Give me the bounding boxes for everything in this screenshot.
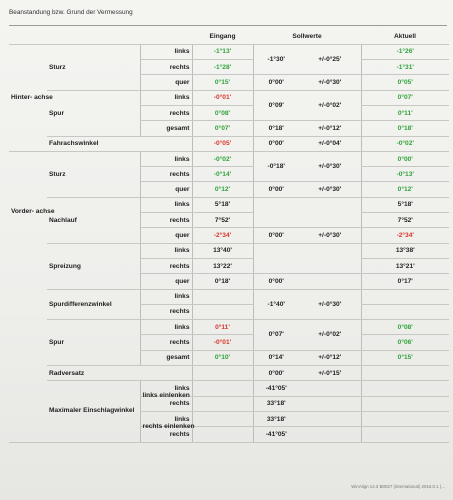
table-row [9,90,449,105]
soll-nominal: 0°00' [253,182,299,197]
aktuell-value: 0°15' [361,350,449,365]
side-label: links [140,44,192,59]
side-label: links [140,381,192,396]
eingang-value: -0°02' [192,151,253,166]
aktuell-value [361,381,449,396]
side-label: rechts [140,335,192,350]
alignment-table [9,29,449,443]
aktuell-value: 0°11' [361,105,449,120]
aktuell-value: -0°02' [361,136,449,151]
soll-tolerance [299,396,361,411]
eingang-value: 0°10' [192,350,253,365]
aktuell-value: -1°31' [361,60,449,75]
eingang-value: 5°18' [192,197,253,212]
soll-nominal: -41°05' [253,381,299,396]
col-sollwerte: Sollwerte [253,29,361,44]
table-row [9,197,449,212]
side-label: rechts [140,60,192,75]
side-label: links [140,320,192,335]
soll-tolerance [299,411,361,426]
aktuell-value: 0°17' [361,274,449,289]
aktuell-value: -2°34' [361,228,449,243]
side-label-text: rechts [169,430,190,438]
sub-label: links einlenken [142,392,190,400]
side-label: links [140,151,192,166]
side-label: rechts [140,105,192,120]
aktuell-value: 0°00' [361,151,449,166]
col-eingang: Eingang [192,29,253,44]
soll-empty [253,197,361,228]
side-label: rechts [140,258,192,273]
group-label: Nachlauf [47,197,140,243]
side-label: gesamt [140,121,192,136]
side-label [140,422,195,442]
group-label: Spreizung [47,243,140,289]
side-label: quer [140,274,192,289]
soll-tolerance: +/-0°30' [299,228,361,243]
column-header-row [9,29,449,44]
soll-tolerance: +/-0°04' [299,136,361,151]
soll-nominal: 0°00' [253,136,299,151]
soll-nominal: -1°40' [253,289,299,320]
table-row [9,243,449,258]
side-label [140,392,192,411]
soll-nominal: 0°00' [253,274,299,289]
soll-nominal: -1°30' [253,44,299,75]
soll-tolerance: +/-0°15' [299,366,361,381]
table-row [9,151,449,166]
soll-tolerance: +/-0°12' [299,121,361,136]
aktuell-value [361,411,449,426]
soll-nominal: -41°05' [253,427,299,442]
group-label: Sturz [47,151,140,197]
group-label: Maximaler Einschlagwinkel [47,381,140,442]
side-label: rechts [140,213,192,228]
sub-label: rechts einlenken [142,422,195,430]
table-row [9,320,449,335]
aktuell-value: 0°05' [361,75,449,90]
eingang-value [192,304,253,319]
aktuell-value [361,289,449,304]
aktuell-value [361,396,449,411]
aktuell-value: 13°38' [361,243,449,258]
eingang-value: -2°34' [192,228,253,243]
aktuell-value: 7°52' [361,213,449,228]
soll-tolerance: +/-0°30' [299,75,361,90]
soll-nominal: 0°07' [253,320,299,351]
side-label: links [140,411,192,426]
soll-tolerance [299,274,361,289]
soll-nominal: 0°14' [253,350,299,365]
eingang-value: -1°13' [192,44,253,59]
aktuell-value [361,427,449,442]
soll-nominal: 0°09' [253,90,299,121]
soll-nominal: 0°00' [253,366,299,381]
side-label: links [140,243,192,258]
aktuell-value: 0°07' [361,90,449,105]
table-row [9,381,449,396]
eingang-value: 0°08' [192,105,253,120]
soll-tolerance: +/-0°25' [299,44,361,75]
soll-tolerance: +/-0°02' [299,320,361,351]
eingang-value [192,411,253,426]
aktuell-value: 0°18' [361,121,449,136]
side-label: quer [140,228,192,243]
eingang-value: -1°28' [192,60,253,75]
aktuell-value: -0°13' [361,167,449,182]
group-label: Fahrachswinkel [47,136,192,151]
soll-tolerance: +/-0°30' [299,289,361,320]
eingang-value: -0°05' [192,136,253,151]
eingang-value: 0°15' [192,75,253,90]
eingang-value [192,396,253,411]
side-label-text: rechts [169,400,190,408]
aktuell-value: 13°21' [361,258,449,273]
eingang-value: 0°12' [192,182,253,197]
axle-label-front: Vorder- achse [9,151,47,442]
eingang-value: 0°18' [192,274,253,289]
soll-tolerance: +/-0°30' [299,182,361,197]
side-label: gesamt [140,350,192,365]
soll-tolerance [299,427,361,442]
side-label: rechts [140,167,192,182]
aktuell-value: 0°08' [361,320,449,335]
group-label: Radversatz [47,366,192,381]
soll-nominal: 0°00' [253,75,299,90]
group-label: Spur [47,90,140,136]
eingang-value: 0°07' [192,121,253,136]
table-row [9,289,449,304]
eingang-value: 0°11' [192,320,253,335]
soll-nominal: 33°18' [253,411,299,426]
eingang-value: 13°22' [192,258,253,273]
soll-nominal: 33°18' [253,396,299,411]
eingang-value [192,366,253,381]
soll-tolerance [299,381,361,396]
aktuell-value: 0°06' [361,335,449,350]
group-label: Sturz [47,44,140,90]
eingang-value [192,427,253,442]
aktuell-value [361,366,449,381]
aktuell-value: -1°26' [361,44,449,59]
aktuell-value: 5°18' [361,197,449,212]
eingang-value: -0°01' [192,90,253,105]
eingang-value: -0°01' [192,335,253,350]
eingang-value: 13°40' [192,243,253,258]
side-label: links [140,197,192,212]
side-label: rechts [140,304,192,319]
col-aktuell: Aktuell [361,29,449,44]
eingang-value [192,381,253,396]
aktuell-value [361,304,449,319]
soll-tolerance: +/-0°30' [299,151,361,182]
group-label: Spur [47,320,140,366]
report-title: Beanstandung bzw. Grund der Vermessung [9,9,133,16]
soll-nominal: -0°18' [253,151,299,182]
table-row [9,44,449,59]
group-label: Spurdifferenzwinkel [47,289,140,320]
software-footer: WinAlign 14.3 B0027 (international) 2016.0.1 (... [351,484,445,489]
side-label: links [140,289,192,304]
side-label: links [140,90,192,105]
table-row [9,366,449,381]
header-divider [9,25,447,26]
table-row [9,136,449,151]
side-label: quer [140,75,192,90]
aktuell-value: 0°12' [361,182,449,197]
eingang-value: 7°52' [192,213,253,228]
soll-tolerance: +/-0°12' [299,350,361,365]
soll-empty [253,243,361,274]
eingang-value [192,289,253,304]
eingang-value: -0°14' [192,167,253,182]
axle-label-rear: Hinter- achse [9,44,47,151]
side-label: quer [140,182,192,197]
soll-nominal: 0°18' [253,121,299,136]
soll-nominal: 0°00' [253,228,299,243]
soll-tolerance: +/-0°02' [299,90,361,121]
